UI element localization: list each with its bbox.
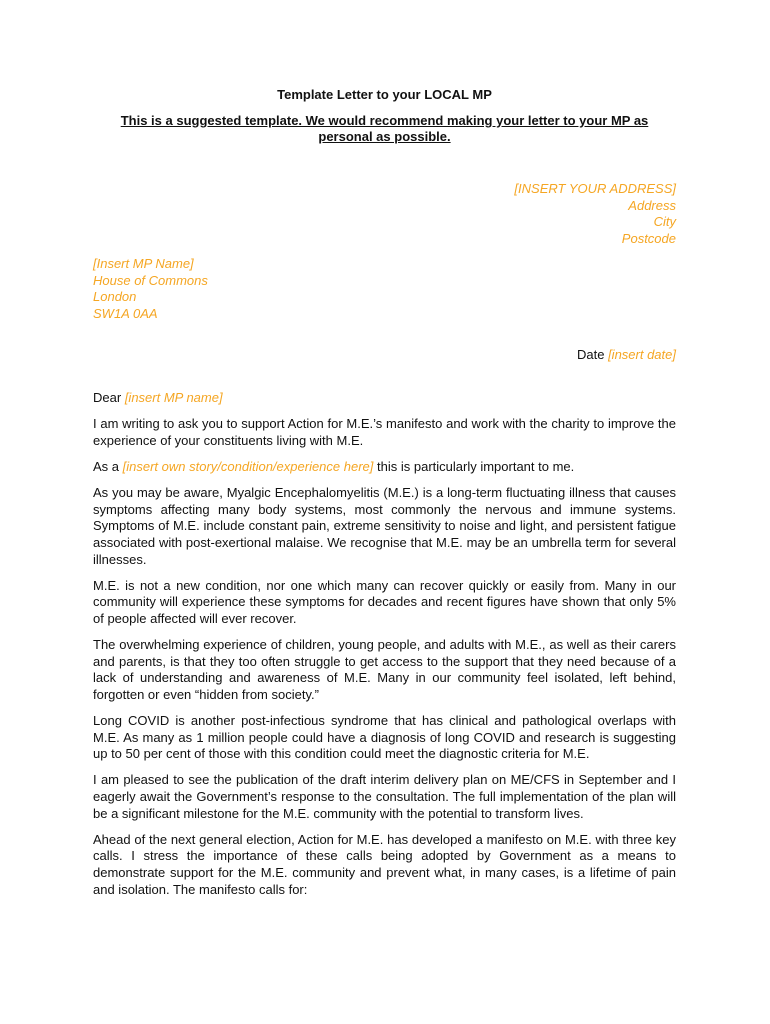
paragraph-2-suffix: this is particularly important to me. — [377, 458, 575, 474]
salutation-prefix: Dear — [93, 390, 122, 405]
letter-title: Template Letter to your LOCAL MP — [277, 87, 492, 102]
date-label: Date — [576, 347, 605, 362]
date-placeholder: [insert date] — [608, 347, 676, 362]
recipient-address-line: House of Commons — [93, 272, 208, 288]
sender-address — [514, 181, 676, 247]
sender-address-line: City — [653, 214, 676, 229]
salutation-placeholder: [insert MP name] — [124, 390, 223, 405]
paragraph-4: M.E. is not a new condition, nor one which many can recover quickly or easily from. Many in our community will experience these symptoms for decades and recent figures have shown that only 5% of people affected will ever recover. — [93, 577, 676, 626]
paragraph-6: Long COVID is another post-infectious syndrome that has clinical and pathological overlaps with M.E. As many as 1 million people could have a diagnosis of long COVID and research is suggesting up to 50 per cent of those with this condition could meet the diagnostic criteria for M.E. — [93, 713, 676, 762]
paragraph-2-prefix: As a — [93, 458, 120, 474]
recipient-address-line: SW1A 0AA — [93, 305, 158, 321]
paragraph-2 — [93, 459, 676, 476]
paragraph-1: I am writing to ask you to support Action for M.E.’s manifesto and work with the charity to improve the experience of your constituents living with M.E. — [93, 416, 676, 448]
sender-address-line: [INSERT YOUR ADDRESS] — [514, 181, 676, 196]
date-line — [577, 347, 676, 362]
sender-address-line: Address — [628, 197, 676, 213]
recipient-address-line: London — [93, 289, 137, 304]
salutation — [93, 390, 676, 407]
paragraph-3: As you may be aware, Myalgic Encephalomyelitis (M.E.) is a long-term fluctuating illness that causes symptoms affecting many body systems, most commonly the nervous and immune systems. Symptoms of M.E. include constant pain, extreme sensitivity to noise and light, and persistent fatigue associated with post-exertional malaise. We recognise that M.E. may be an umbrella term for several illnesses. — [93, 485, 676, 567]
letter-subtitle: This is a suggested template. We would recommend making your letter to your MP as personal as possible. — [120, 113, 649, 144]
recipient-address — [93, 256, 208, 322]
recipient-address-line: [Insert MP Name] — [93, 256, 194, 271]
paragraph-8: Ahead of the next general election, Action for M.E. has developed a manifesto on M.E. with three key calls. I stress the importance of these calls being adopted by Government as a means to demonstrate support for the M.E. community and prevent what, in many cases, is a lifetime of pain and isolation. The manifesto calls for: — [93, 831, 676, 897]
paragraph-2-placeholder: [insert own story/condition/experience here] — [122, 458, 374, 474]
sender-address-line: Postcode — [621, 230, 676, 246]
paragraph-7: I am pleased to see the publication of the draft interim delivery plan on ME/CFS in September and I eagerly await the Government’s response to the consultation. The full implementation of the plan will be a significant milestone for the M.E. community with the potential to transform lives. — [93, 772, 676, 821]
paragraph-5: The overwhelming experience of children, young people, and adults with M.E., as well as their carers and parents, is that they too often struggle to get access to the support that they need because of a lack of understanding and awareness of M.E. Many in our community feel isolated, left behind, forgotten or even “hidden from society.” — [93, 637, 676, 702]
letter-body — [93, 390, 676, 908]
